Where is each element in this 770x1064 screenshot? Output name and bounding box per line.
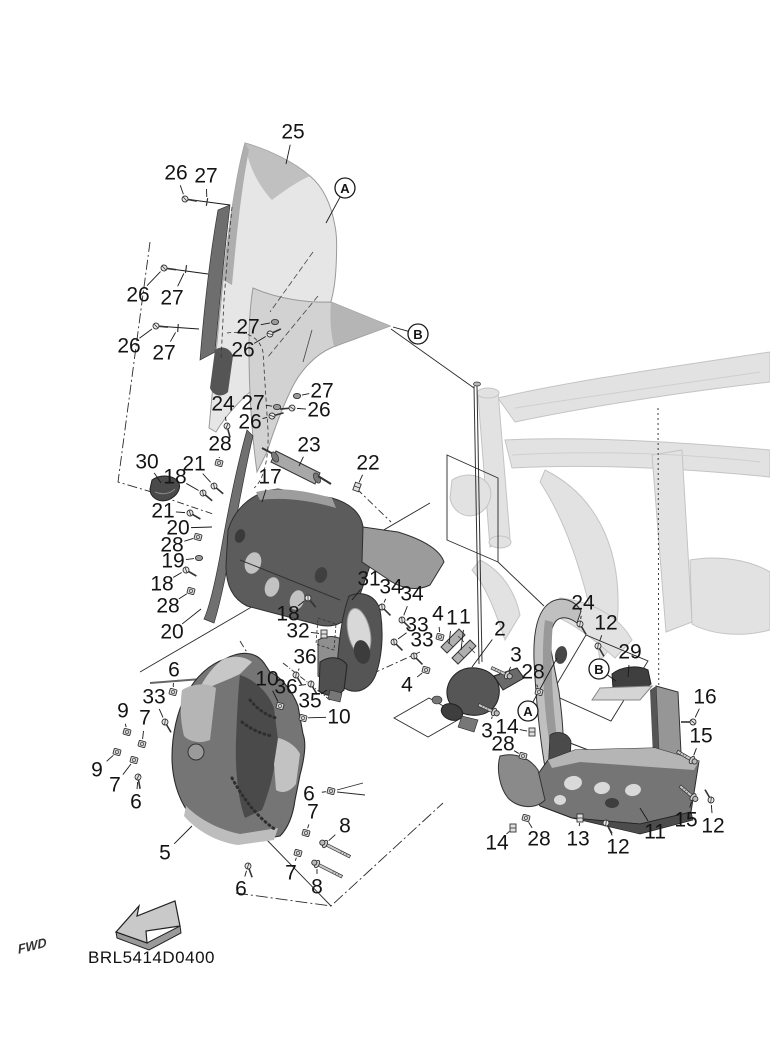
nut-fastener-icon [169,688,177,696]
nut-fastener-icon [113,748,121,756]
callout-label-20: 20 [160,620,184,644]
screw-fastener-icon [410,652,425,667]
callout-label-6: 6 [303,782,315,806]
hub-boss [432,696,442,704]
callout-label-19: 19 [161,549,185,573]
ghost-head-tube [478,391,510,547]
leader-line [514,751,519,754]
meter-bracket-35 [319,658,347,696]
callout-label-28: 28 [521,660,545,684]
nut-fastener-icon [535,688,543,696]
leader-line [180,185,183,194]
callout-label-26: 26 [238,410,262,434]
nut-fastener-icon [519,752,527,760]
headlight-left-panel [181,684,216,742]
leader-line [178,274,184,287]
callout-label-24: 24 [211,392,235,416]
callout-label-9: 9 [91,758,103,782]
leader-line [520,730,527,731]
under-bracket-blob [498,755,545,807]
callout-label-34: 34 [379,575,403,599]
callout-label-7: 7 [139,706,151,730]
callout-label-22: 22 [356,451,380,475]
hidden-point-line1 [337,783,363,790]
clip-fastener-icon [529,728,535,736]
tick-fastener-icon [206,198,207,206]
leader-line [311,632,319,633]
nut-fastener-icon [187,587,195,595]
callout-label-33: 33 [405,613,429,637]
callout-label-18: 18 [163,465,187,489]
nut-fastener-icon [436,633,444,641]
screw-fastener-icon [210,482,225,496]
nut-fastener-icon [194,533,202,541]
callout-label-10: 10 [327,705,351,729]
leader-line [125,724,126,727]
grommet-fastener-icon [293,393,300,398]
leader-line [170,332,175,341]
callout-label-4: 4 [432,602,444,626]
callout-label-6: 6 [168,658,180,682]
callout-label-21: 21 [182,452,206,476]
leader-line [359,475,363,483]
callout-label-16: 16 [693,685,717,709]
callout-label-7: 7 [109,773,121,797]
nut-fastener-icon [276,702,284,710]
screw-fastener-icon [702,788,715,804]
leader-line [123,764,131,775]
bracket-hole-4 [605,798,619,808]
leader-line [173,573,181,578]
leader-line [295,858,296,861]
part-code: BRL5414D0400 [88,948,215,967]
callout-label-12: 12 [606,835,630,859]
screw-fastener-icon [135,774,144,790]
leader-line [186,483,198,490]
nut-fastener-icon [522,814,530,822]
callout-label-7: 7 [307,800,319,824]
tick-fastener-icon [178,324,179,332]
callout-label-26: 26 [117,334,141,358]
clip-fastener-icon [510,824,516,832]
screw-fastener-icon [153,323,168,330]
callout-label-27: 27 [310,379,334,403]
ghost-top-beam [498,352,770,422]
ghost-head-tube-top [477,388,499,398]
leader-line [179,594,187,599]
callout-label-1: 1 [446,606,458,630]
clip-fastener-icon [321,630,327,638]
callout-label-4: 4 [401,673,413,697]
callout-label-1: 1 [459,605,471,629]
clip-fastener-icon [353,482,361,492]
leader-line [176,512,185,513]
garnish-tip-shade [330,302,390,346]
callout-label-26: 26 [126,283,150,307]
callout-label-30: 30 [135,450,159,474]
callout-label-27: 27 [152,341,176,365]
callout-label-8: 8 [311,875,323,899]
ray-garnish-to-stem [391,329,474,388]
nut-fastener-icon [302,829,310,837]
leader-line [322,792,326,793]
callout-label-15: 15 [689,724,713,748]
callout-label-10: 10 [255,667,279,691]
leader-line [159,709,163,718]
leader-line [186,559,194,560]
callout-label-18: 18 [150,572,174,596]
leader-line [695,709,699,718]
callout-label-20: 20 [166,516,190,540]
leader-line [491,717,492,719]
hub-foot [458,716,478,732]
grommet-fastener-icon [271,319,278,324]
callout-label-14: 14 [495,715,519,739]
screw-fastener-icon [199,489,214,503]
leader-line [298,669,299,671]
bracket-hole-5 [554,795,566,805]
callout-label-24: 24 [571,591,595,615]
fwd-arrow-label: FWD [17,934,48,957]
bolt-fastener-icon [318,838,352,860]
leader-line [182,609,201,624]
ref-marker-letter-B: B [413,327,423,342]
damper-axis-ext [357,489,391,522]
callout-label-5: 5 [159,841,171,865]
callout-label-26: 26 [164,161,188,185]
nut-fastener-icon [215,459,223,467]
leader-line [137,782,138,789]
callout-label-28: 28 [208,432,232,456]
nut-fastener-icon [294,849,302,857]
callout-label-12: 12 [594,611,618,635]
callout-label-26: 26 [231,338,255,362]
hidden-point-line2 [337,792,365,795]
callout-label-27: 27 [236,315,260,339]
screw-fastener-icon [161,718,174,734]
leader-line [245,871,247,877]
leader-line [191,527,212,528]
callout-label-9: 9 [117,699,129,723]
leader-line [393,327,408,331]
ghost-head-tube-bottom [489,536,511,548]
callout-label-8: 8 [339,814,351,838]
ghost-fork-blob [450,475,491,516]
callout-label-29: 29 [618,640,642,664]
callout-label-18: 18 [276,602,300,626]
screw-fastener-icon [182,196,198,205]
leader-line [711,805,712,813]
tick-fastener-icon [185,265,186,273]
ref-marker-letter-A: A [523,704,533,719]
callout-label-7: 7 [285,861,297,885]
leader-line [308,824,309,828]
callout-label-34: 34 [400,582,424,606]
leader-line [297,408,306,409]
callout-label-35: 35 [298,689,322,713]
callout-label-11: 11 [644,820,666,844]
nut-fastener-icon [123,728,131,736]
ghost-right-pillar [652,450,692,632]
callout-label-27: 27 [241,391,265,415]
callout-label-27: 27 [160,286,184,310]
callout-label-28: 28 [160,533,184,557]
callout-label-3: 3 [510,643,522,667]
callout-label-33: 33 [410,628,434,652]
steering-assembly [432,382,524,732]
callout-label-36: 36 [293,645,317,669]
callout-label-17: 17 [258,465,282,489]
callout-label-36: 36 [274,675,298,699]
leader-line [308,717,326,718]
callout-label-33: 33 [142,685,166,709]
ref-marker-letter-B: B [594,662,604,677]
leader-line [302,394,309,395]
right-arm-notch [554,645,569,665]
callout-label-28: 28 [156,594,180,618]
callout-label-28: 28 [491,732,515,756]
nut-fastener-icon [422,666,430,674]
callout-label-25: 25 [281,120,305,144]
callout-label-28: 28 [527,827,551,851]
grommet-fastener-icon [195,555,202,560]
leader-line [694,748,697,755]
grommet-fastener-icon [273,404,280,409]
screw-fastener-icon [244,862,255,878]
callout-label-31: 31 [357,567,381,591]
nut-fastener-icon [130,756,138,764]
callout-label-13: 13 [566,827,590,851]
ghost-right-chunk [690,558,770,634]
callout-label-12: 12 [701,814,725,838]
callout-label-3: 3 [481,719,493,743]
callout-label-21: 21 [151,499,175,523]
clip-fastener-icon [577,814,583,822]
callout-label-6: 6 [235,877,247,901]
leader-line [417,673,422,677]
headlight-adjuster [188,744,204,760]
leader-line [143,731,144,739]
callout-label-15: 15 [674,808,698,832]
nut-fastener-icon [138,740,146,748]
callout-label-26: 26 [307,398,331,422]
screw-fastener-icon [390,638,405,653]
leader-line [174,826,192,844]
screw-fastener-icon [161,265,177,273]
callout-label-27: 27 [194,164,218,188]
callout-label-6: 6 [130,790,142,814]
ref-marker-letter-A: A [340,181,350,196]
leader-line [107,755,114,761]
stem-tip [474,382,481,386]
callout-label-32: 32 [286,619,310,643]
nut-fastener-icon [299,714,307,722]
callout-label-14: 14 [485,831,509,855]
leader-line [329,835,336,841]
nut-fastener-icon [327,787,335,795]
leader-line [139,329,152,338]
callout-label-2: 2 [494,617,506,641]
leader-line [384,599,386,603]
grille-29-base [592,686,652,700]
callout-label-23: 23 [297,433,321,457]
